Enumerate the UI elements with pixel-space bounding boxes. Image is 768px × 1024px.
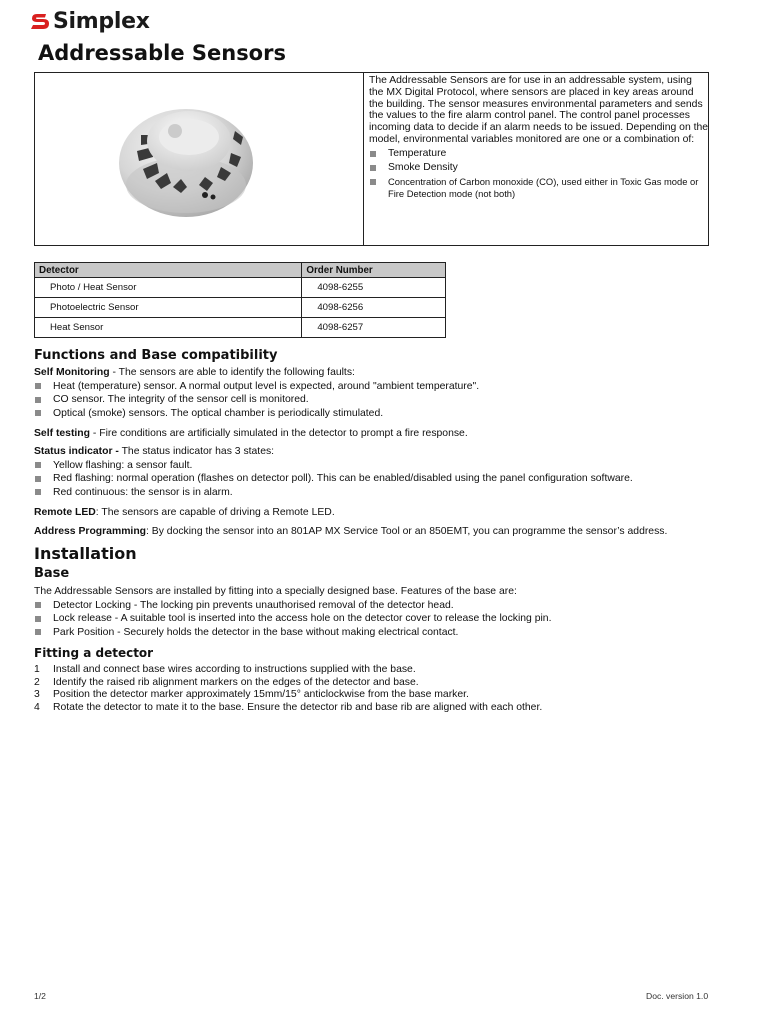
detector-cell: Photoelectric Sensor (35, 298, 302, 318)
self-testing-text: - Fire conditions are artificially simulated in the detector to prompt a fire response. (90, 428, 468, 439)
intro-list (369, 148, 709, 201)
remote-led-section (34, 506, 734, 520)
status-indicator-label: Status indicator - (34, 446, 119, 457)
order-number-cell: 4098-6256 (302, 298, 446, 318)
remote-led-text: : The sensors are capable of driving a Remote LED. (95, 507, 335, 518)
self-monitoring-label: Self Monitoring (34, 367, 110, 378)
step-number: 4 (34, 701, 40, 713)
table-row (35, 278, 446, 298)
status-indicator-list (34, 459, 734, 500)
base-intro: The Addressable Sensors are installed by fitting into a specially designed base. Features of the base are: (34, 586, 517, 597)
self-monitoring-text: - The sensors are able to identify the following faults: (109, 367, 355, 378)
intro-box (34, 72, 709, 246)
list-item: CO sensor. The integrity of the sensor cell is monitored. (34, 393, 734, 407)
brand-logo (29, 8, 150, 34)
status-indicator-section (34, 445, 734, 499)
intro-divider (363, 73, 364, 245)
intro-item: Temperature (369, 148, 709, 160)
table-header-row (35, 263, 446, 278)
list-item: Yellow flashing: a sensor fault. (34, 459, 734, 473)
installation-heading: Installation (34, 544, 137, 563)
fitting-steps-list (34, 664, 734, 714)
detector-cell: Heat Sensor (35, 318, 302, 338)
self-testing-label: Self testing (34, 428, 91, 439)
list-item (34, 702, 734, 715)
list-item: Optical (smoke) sensors. The optical chamber is periodically stimulated. (34, 407, 734, 421)
base-section (34, 585, 734, 639)
list-item: Lock release - A suitable tool is inserted into the access hole on the detector cover to release the locking pin. (34, 612, 734, 626)
self-monitoring-list (34, 380, 734, 421)
page-title: Addressable Sensors (38, 41, 286, 65)
address-programming-text: : By docking the sensor into an 801AP MX Service Tool or an 850EMT, you can programme the sensor’s address. (146, 526, 668, 537)
detector-cell: Photo / Heat Sensor (35, 278, 302, 298)
brand-name: Simplex (53, 8, 150, 34)
step-text: Position the detector marker approximately 15mm/15° anticlockwise from the base marker. (53, 689, 469, 701)
address-programming-label: Address Programming (34, 526, 147, 537)
step-number: 1 (34, 664, 40, 675)
step-number: 2 (34, 676, 40, 688)
doc-version: Doc. version 1.0 (646, 991, 709, 1001)
list-item: Detector Locking - The locking pin prevents unauthorised removal of the detector head. (34, 599, 734, 613)
smoke-heat-detector-image (117, 93, 255, 219)
step-text: Install and connect base wires according to instructions supplied with the base. (53, 664, 416, 675)
step-text: Identify the raised rib alignment markers on the edges of the detector and base. (53, 676, 419, 688)
fitting-section (34, 664, 734, 714)
list-item (34, 677, 734, 690)
list-item (34, 664, 734, 677)
step-number: 3 (34, 689, 40, 701)
list-item: Park Position - Securely holds the detector in the base without making electrical contact. (34, 626, 734, 640)
header-detector: Detector (35, 263, 302, 278)
base-heading: Base (34, 566, 70, 581)
page-number: 1/2 (34, 991, 46, 1001)
self-monitoring-section (34, 366, 734, 420)
list-item: Red continuous: the sensor is in alarm. (34, 486, 734, 500)
intro-item: Smoke Density (369, 162, 709, 174)
functions-heading: Functions and Base compatibility (34, 348, 278, 363)
order-number-cell: 4098-6257 (302, 318, 446, 338)
header-order-number: Order Number (302, 263, 446, 278)
status-indicator-text: The status indicator has 3 states: (118, 446, 275, 457)
intro-description (369, 75, 709, 203)
remote-led-label: Remote LED (34, 507, 96, 518)
list-item (34, 689, 734, 702)
list-item: Heat (temperature) sensor. A normal output level is expected, around "ambient temperature". (34, 380, 734, 394)
intro-paragraph: The Addressable Sensors are for use in an addressable system, using the MX Digital Protocol, where sensors are placed in key areas around the building. The sensor measures environmental parameters and sends the values to the fire alarm control panel. The control panel processes incoming data to decide if an alarm needs to be issued. Depending on the model, environmental variables monitored are one or a combination of: (369, 75, 709, 145)
table-row (35, 298, 446, 318)
order-number-cell: 4098-6255 (302, 278, 446, 298)
fitting-heading: Fitting a detector (34, 646, 154, 660)
list-item: Red flashing: normal operation (flashes on detector poll). This can be enabled/disabled using the panel configuration software. (34, 472, 734, 486)
self-testing-section (34, 427, 734, 441)
address-programming-section (34, 525, 734, 539)
table-row (35, 318, 446, 338)
simplex-logo-icon (29, 10, 51, 32)
step-text: Rotate the detector to mate it to the base. Ensure the detector rib and base rib are aligned with each other. (53, 701, 543, 713)
base-features-list (34, 599, 734, 640)
intro-item: Concentration of Carbon monoxide (CO), used either in Toxic Gas mode or Fire Detection mode (not both) (369, 176, 709, 201)
order-table (34, 262, 446, 338)
